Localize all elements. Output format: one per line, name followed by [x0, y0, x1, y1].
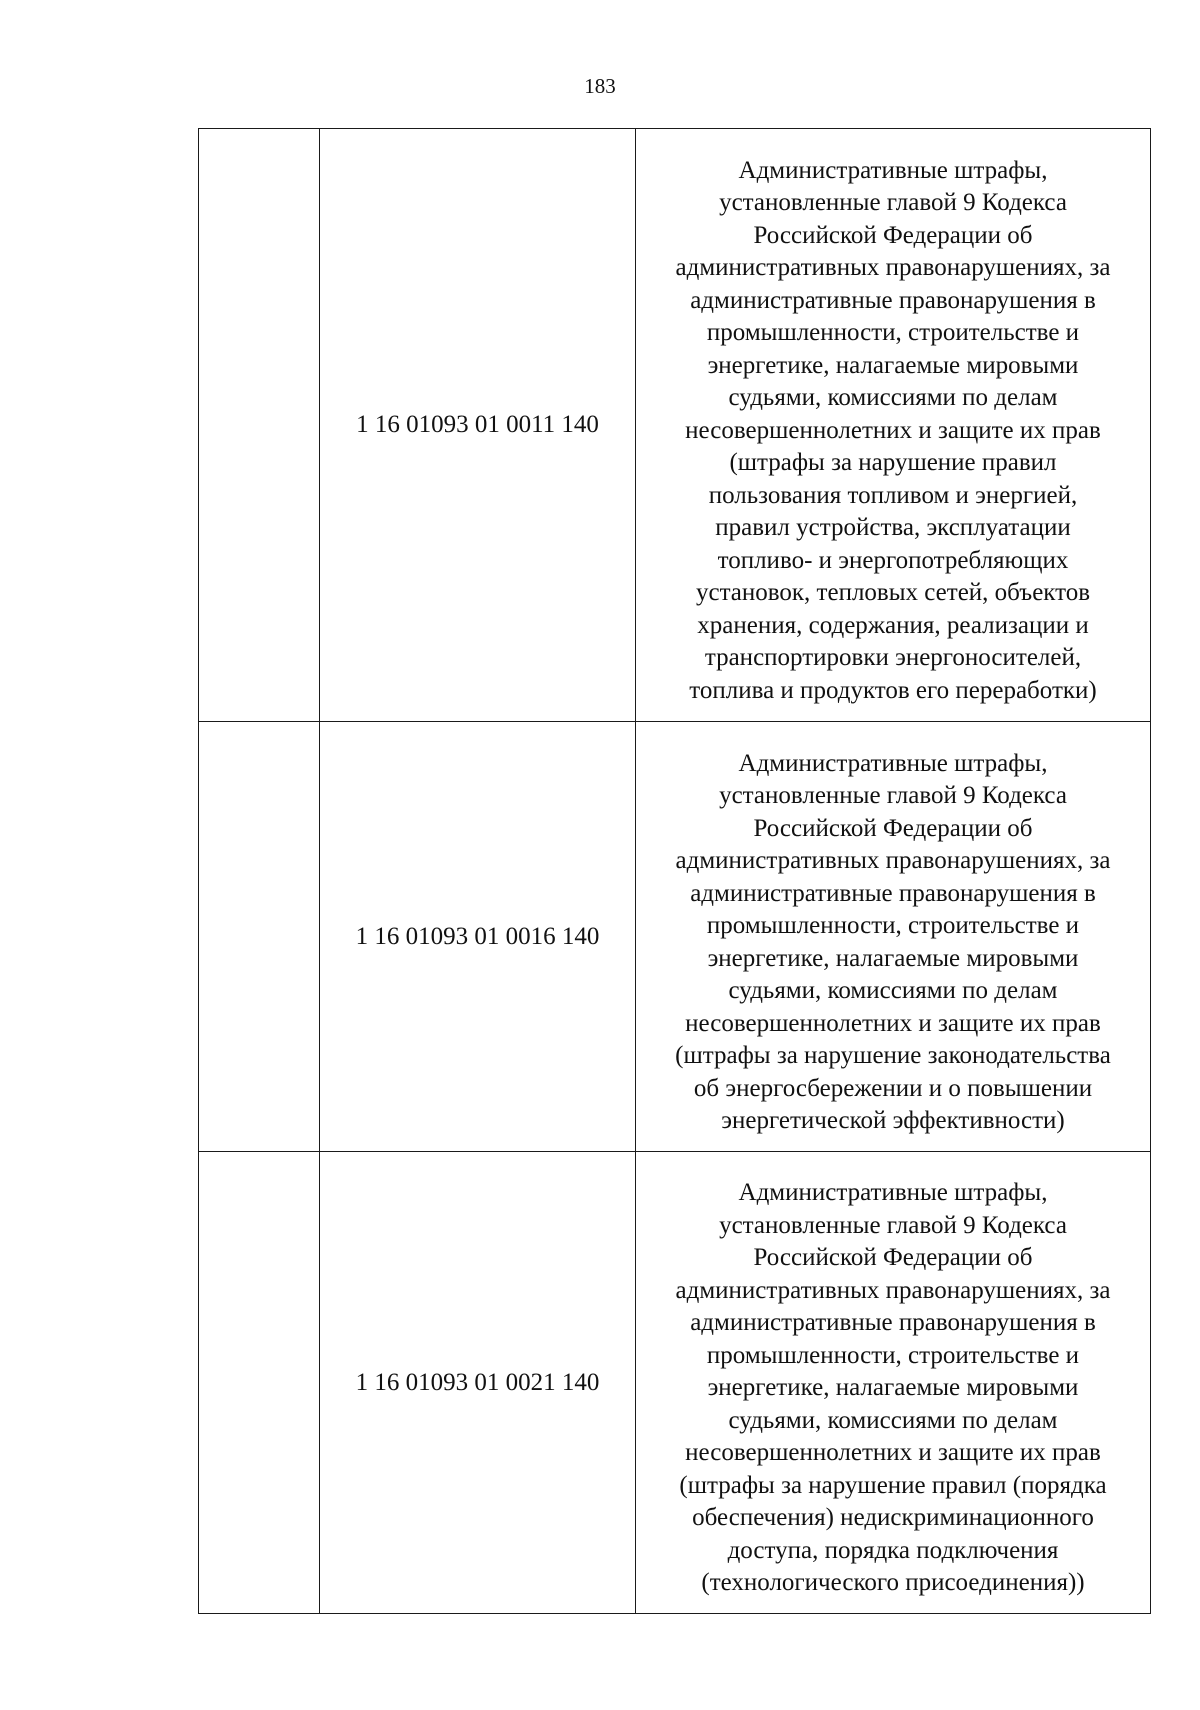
- budget-code-cell: 1 16 01093 01 0011 140: [320, 129, 636, 722]
- description-line: несовершеннолетних и защите их прав: [685, 416, 1101, 444]
- description-line: Российской Федерации об: [753, 1244, 1033, 1272]
- budget-code-cell: 1 16 01093 01 0016 140: [320, 722, 636, 1152]
- description-line: топлива и продуктов его переработки): [689, 676, 1097, 704]
- table-row: [199, 129, 1151, 722]
- description-line: энергетической эффективности): [721, 1107, 1065, 1134]
- description-line: установленные главой 9 Кодекса: [719, 1211, 1067, 1239]
- description-line: промышленности, строительстве и: [706, 912, 1080, 939]
- description-line: судьями, комиссиями по делам: [728, 384, 1058, 412]
- description-line: Административные штрафы,: [738, 749, 1048, 777]
- description-line: административных правонарушениях, за: [675, 1276, 1111, 1304]
- description-line: доступа, порядка подключения: [727, 1536, 1059, 1564]
- description-line: установленные главой 9 Кодекса: [719, 782, 1067, 809]
- description-line: промышленности, строительстве и: [706, 1341, 1080, 1369]
- description-line: Российской Федерации об: [753, 814, 1033, 842]
- classification-table: [198, 128, 1151, 1614]
- description-line: административных правонарушениях, за: [675, 254, 1111, 282]
- table-row: [199, 722, 1151, 1152]
- description-line: несовершеннолетних и защите их прав: [685, 1439, 1101, 1467]
- description-line: хранения, содержания, реализации и: [697, 611, 1089, 639]
- description-cell: [636, 129, 1151, 722]
- description-line: несовершеннолетних и защите их прав: [685, 1009, 1101, 1037]
- description-line: (технологического присоединения)): [701, 1569, 1085, 1597]
- description-line: установленные главой 9 Кодекса: [719, 189, 1067, 217]
- description-line: энергетике, налагаемые мировыми: [707, 351, 1079, 379]
- admin-code-cell: [199, 1152, 320, 1614]
- description-line: Российской Федерации об: [753, 221, 1033, 249]
- description-line: административные правонарушения в: [690, 879, 1096, 907]
- description-line: энергетике, налагаемые мировыми: [707, 1374, 1079, 1402]
- description-line: (штрафы за нарушение правил: [729, 449, 1057, 477]
- description-line: топливо- и энергопотребляющих: [717, 546, 1069, 574]
- description-line: об энергосбережении и о повышении: [693, 1074, 1093, 1102]
- admin-code-cell: [199, 129, 320, 722]
- description-line: транспортировки энергоносителей,: [704, 644, 1082, 672]
- description-line: административные правонарушения в: [690, 1309, 1096, 1337]
- page-number: 183: [584, 74, 616, 98]
- description-line: установок, тепловых сетей, объектов: [695, 579, 1091, 607]
- description-line: Административные штрафы,: [738, 1179, 1048, 1207]
- description-line: административные правонарушения в: [690, 286, 1096, 314]
- budget-code-cell: 1 16 01093 01 0021 140: [320, 1152, 636, 1614]
- description-line: промышленности, строительстве и: [706, 319, 1080, 347]
- description-cell: [636, 1152, 1151, 1614]
- description-line: правил устройства, эксплуатации: [715, 514, 1071, 542]
- admin-code-cell: [199, 722, 320, 1152]
- description-line: пользования топливом и энергией,: [708, 481, 1078, 509]
- description-line: судьями, комиссиями по делам: [728, 977, 1058, 1004]
- description-line: энергетике, налагаемые мировыми: [707, 944, 1079, 972]
- table-row: [199, 1152, 1151, 1614]
- description-line: административных правонарушениях, за: [675, 847, 1111, 874]
- description-cell: [636, 722, 1151, 1152]
- description-line: (штрафы за нарушение правил (порядка: [679, 1471, 1107, 1499]
- description-line: судьями, комиссиями по делам: [728, 1406, 1058, 1434]
- description-line: обеспечения) недискриминационного: [692, 1504, 1094, 1532]
- description-line: (штрафы за нарушение законодательства: [675, 1042, 1111, 1069]
- description-line: Административные штрафы,: [738, 156, 1048, 184]
